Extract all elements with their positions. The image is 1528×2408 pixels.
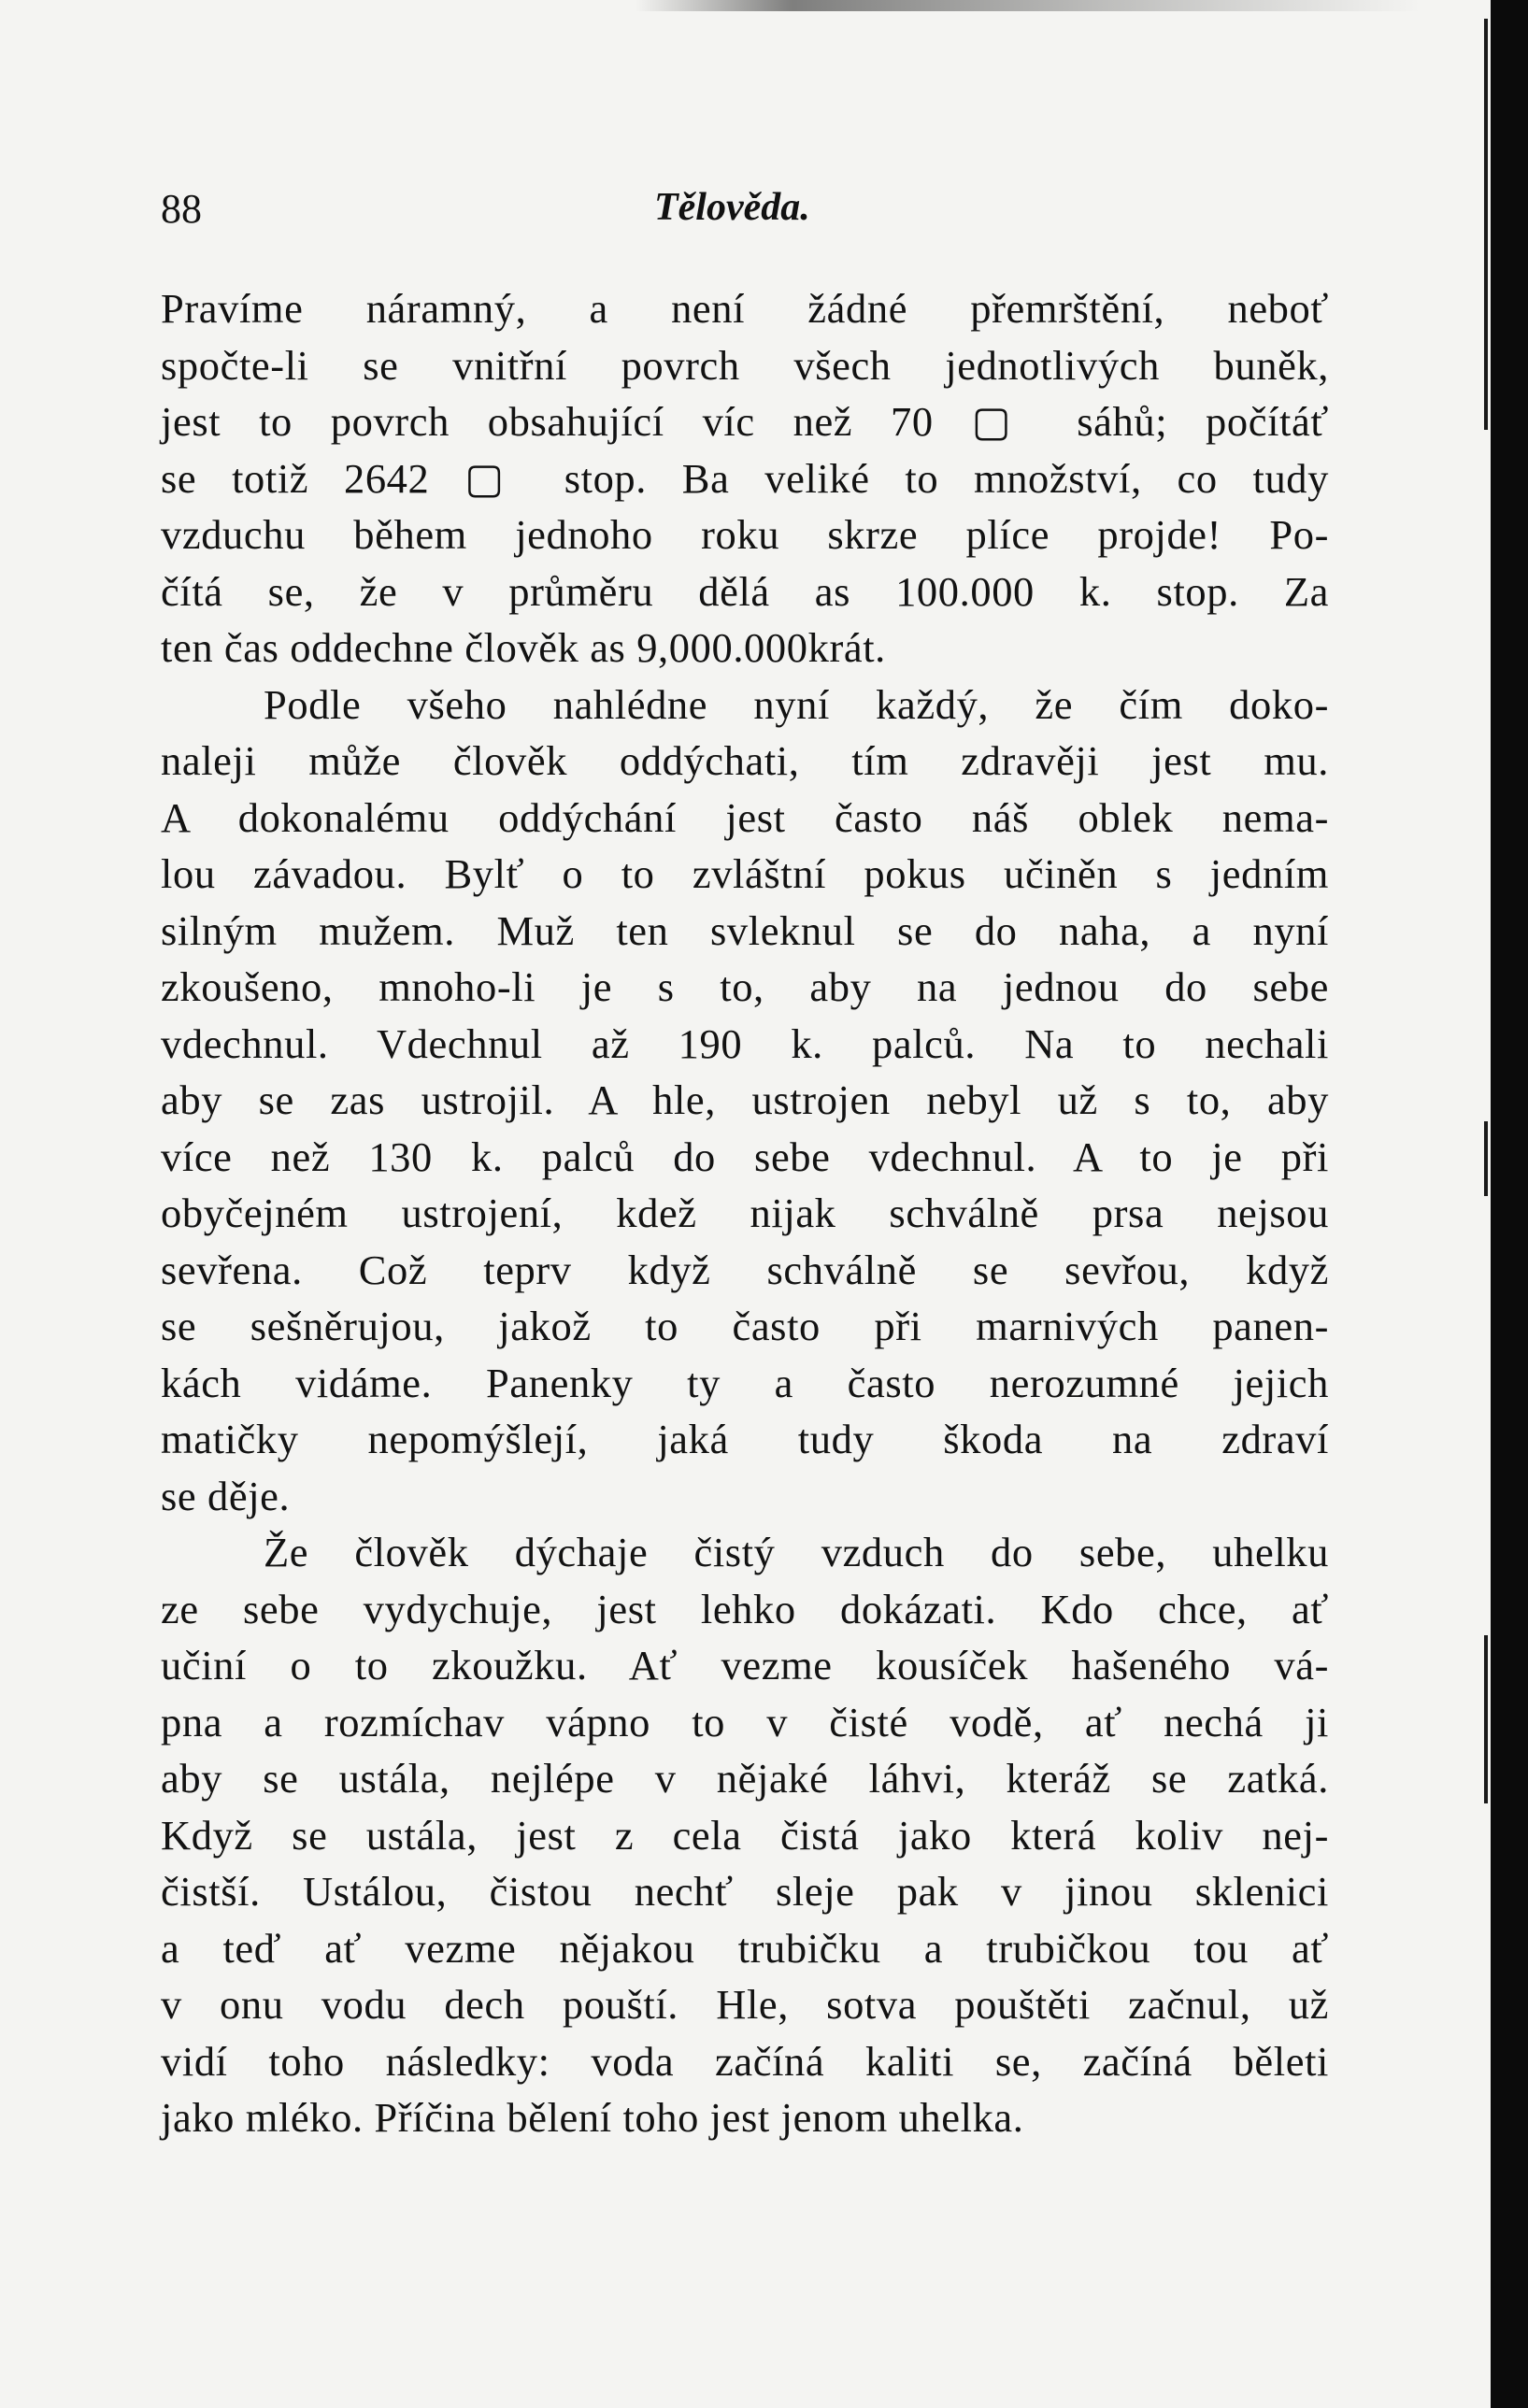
text-line: zkoušeno, mnoho-li je s to, aby na jednou do sebe bbox=[161, 963, 1329, 1010]
text-line: učiní o to zkoužku. Ať vezme kousíček hašeného vá- bbox=[161, 1642, 1329, 1688]
text-line: se děje. bbox=[161, 1472, 291, 1519]
text-line: pna a rozmíchav vápno to v čisté vodě, ať nechá ji bbox=[161, 1698, 1329, 1745]
text-line: jako mléko. Příčina bělení toho jest jenom uhelka. bbox=[161, 2094, 1024, 2141]
paragraph bbox=[161, 1524, 1329, 2146]
text-line: ze sebe vydychuje, jest lehko dokázati. Kdo chce, ať bbox=[161, 1585, 1329, 1632]
text-line: čistší. Ustálou, čistou nechť sleje pak v jinou sklenici bbox=[161, 1868, 1329, 1915]
text-line: aby se ustála, nejlépe v nějaké láhvi, kteráž se zatká. bbox=[161, 1755, 1329, 1802]
text-line: se sešněrujou, jakož to často při marnivých panen- bbox=[161, 1303, 1329, 1349]
body-text bbox=[161, 280, 1329, 2146]
text-line: Že člověk dýchaje čistý vzduch do sebe, uhelku bbox=[264, 1529, 1329, 1575]
text-line: matičky nepomýšlejí, jaká tudy škoda na zdraví bbox=[161, 1416, 1329, 1462]
text-line: sevřena. Což teprv když schválně se sevřou, když bbox=[161, 1246, 1329, 1293]
text-line: jest to povrch obsahující víc než 70 ▢ sáhů; počítáť bbox=[161, 398, 1329, 445]
text-line: vdechnul. Vdechnul až 190 k. palců. Na to nechali bbox=[161, 1019, 1329, 1067]
text-line: silným mužem. Muž ten svleknul se do naha, a nyní bbox=[161, 906, 1329, 954]
text-line: Když se ustála, jest z cela čistá jako která koliv nej- bbox=[161, 1811, 1329, 1859]
text-line: Pravíme náramný, a není žádné přemrštění, neboť bbox=[161, 285, 1329, 332]
page-number: 88 bbox=[161, 186, 202, 232]
text-line: Podle všeho nahlédne nyní každý, že čím doko- bbox=[264, 680, 1329, 728]
paragraph bbox=[161, 677, 1329, 1525]
text-line: A dokonalému oddýchání jest často náš oblek nema- bbox=[161, 793, 1329, 841]
text-line: ten čas oddechne člověk as 9,000.000krát. bbox=[161, 624, 886, 671]
scan-edge bbox=[1491, 0, 1528, 2408]
text-line: spočte-li se vnitřní povrch všech jednotlivých buněk, bbox=[161, 341, 1329, 389]
text-line: aby se zas ustrojil. A hle, ustrojen nebyl už s to, aby bbox=[161, 1076, 1329, 1123]
text-line: a teď ať vezme nějakou trubičku a trubičkou tou ať bbox=[161, 1924, 1329, 1972]
text-line: vidí toho následky: voda začíná kaliti se, začíná běleti bbox=[161, 2037, 1329, 2085]
running-title: Tělověda. bbox=[654, 186, 810, 229]
text-line: lou závadou. Bylť o to zvláštní pokus učiněn s jedním bbox=[161, 850, 1329, 897]
text-line: naleji může člověk oddýchati, tím zdravěji jest mu. bbox=[161, 737, 1329, 784]
text-line: vzduchu během jednoho roku skrze plíce projde! Po- bbox=[161, 511, 1329, 558]
text-line: kách vidáme. Panenky ty a často nerozumné jejich bbox=[161, 1359, 1329, 1406]
text-line: se totiž 2642 ▢ stop. Ba veliké to množství, co tudy bbox=[161, 454, 1329, 502]
text-line: čítá se, že v průměru dělá as 100.000 k. stop. Za bbox=[161, 567, 1329, 615]
scan-edge-line bbox=[1484, 1635, 1488, 1803]
paragraph bbox=[161, 280, 1329, 677]
scan-edge-line bbox=[1484, 19, 1488, 430]
text-line: více než 130 k. palců do sebe vdechnul. A to je při bbox=[161, 1133, 1329, 1180]
scan-edge-line bbox=[1484, 1121, 1488, 1196]
scan-smudge bbox=[635, 0, 1421, 11]
text-line: obyčejném ustrojení, kdež nijak schválně prsa nejsou bbox=[161, 1190, 1329, 1236]
text-line: v onu vodu dech pouští. Hle, sotva pouštěti začnul, už bbox=[161, 1981, 1329, 2028]
page-header bbox=[161, 185, 1329, 241]
